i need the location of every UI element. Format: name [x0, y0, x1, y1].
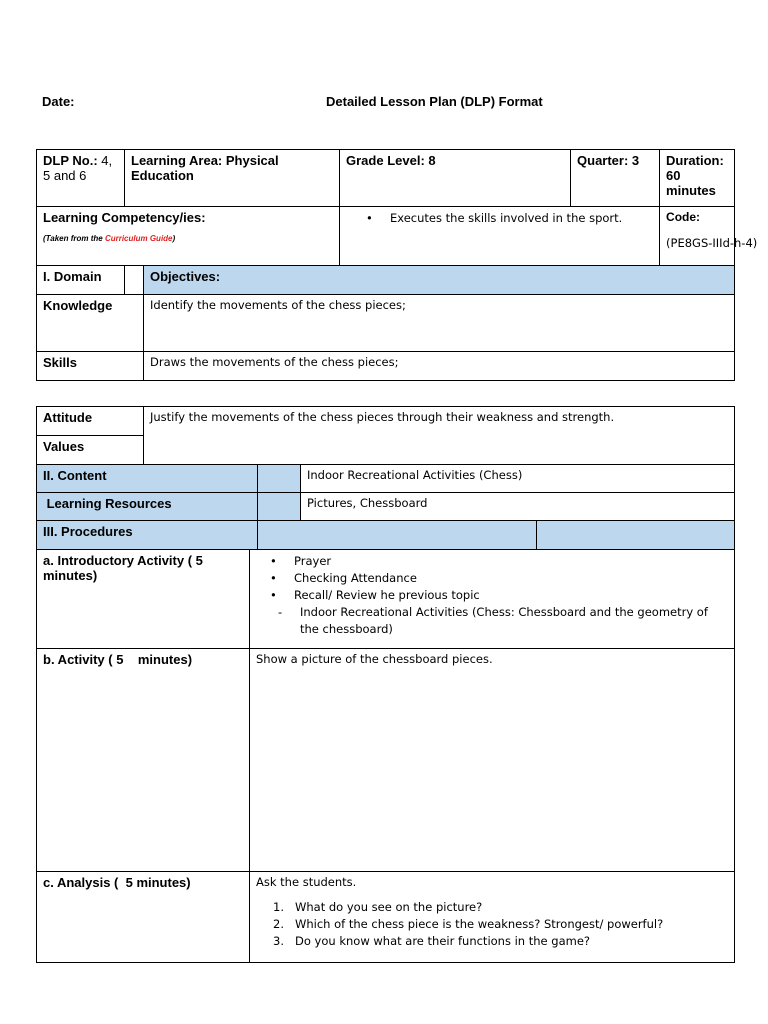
list-item: 1. What do you see on the picture?	[273, 900, 483, 914]
competency-cell	[37, 207, 340, 266]
empty-cell	[125, 266, 144, 295]
table-row	[37, 295, 735, 352]
table-row	[37, 207, 735, 266]
analysis-intro: Ask the students.	[256, 875, 357, 889]
resources-text: Pictures, Chessboard	[301, 493, 735, 521]
content-text: Indoor Recreational Activities (Chess)	[301, 465, 735, 493]
table-row	[37, 407, 735, 436]
competency-text-cell	[340, 207, 660, 266]
date-label: Date:	[42, 94, 75, 109]
empty-cell	[258, 521, 537, 550]
code-label: Code:	[666, 210, 701, 224]
intro-cell	[250, 550, 735, 649]
list-item: • Checking Attendance	[250, 570, 728, 587]
attitude-text: Justify the movements of the chess pieces through their weakness and strength.	[144, 407, 735, 465]
table-row	[37, 521, 735, 550]
competency-label: Learning Competency/ies:	[43, 210, 206, 225]
list-item: • Recall/ Review he previous topic	[250, 587, 728, 604]
table-row	[37, 649, 735, 872]
list-item: 2. Which of the chess piece is the weakness? Strongest/ powerful?	[273, 917, 664, 931]
code-cell	[660, 207, 758, 266]
duration-cell: Duration: 60 minutes	[660, 150, 735, 207]
learning-area-cell: Learning Area: Physical Education	[125, 150, 340, 207]
skills-text: Draws the movements of the chess pieces;	[144, 352, 735, 381]
table-row	[37, 150, 735, 207]
table-row	[37, 266, 735, 295]
table-row	[37, 493, 735, 521]
list-item: • Executes the skills involved in the sport.	[346, 210, 653, 227]
analysis-cell	[250, 872, 735, 963]
table-row	[37, 465, 735, 493]
knowledge-label: Knowledge	[37, 295, 144, 352]
lesson-header-table	[36, 149, 758, 381]
list-item: - Indoor Recreational Activities (Chess: Chessboard and the geometry of the chessboard)	[278, 605, 708, 636]
resources-label: Learning Resources	[37, 493, 258, 521]
intro-label: a. Introductory Activity ( 5 minutes)	[37, 550, 250, 649]
empty-cell	[258, 493, 301, 521]
domain-label: I. Domain	[37, 266, 125, 295]
page-title: Detailed Lesson Plan (DLP) Format	[326, 94, 543, 109]
list-item: • Prayer	[250, 553, 728, 570]
code-value: (PE8GS-IIId-h-4)	[666, 236, 758, 250]
table-row	[37, 872, 735, 963]
grade-level-cell: Grade Level: 8	[340, 150, 571, 207]
activity-text: Show a picture of the chessboard pieces.	[250, 649, 735, 872]
table-row	[37, 550, 735, 649]
values-label: Values	[37, 436, 144, 465]
procedures-label: III. Procedures	[37, 521, 258, 550]
objectives-label: Objectives:	[144, 266, 735, 295]
list-item: 3. Do you know what are their functions in the game?	[273, 934, 591, 948]
quarter-cell: Quarter: 3	[571, 150, 660, 207]
activity-label: b. Activity ( 5 minutes)	[37, 649, 250, 872]
skills-label: Skills	[37, 352, 144, 381]
attitude-label: Attitude	[37, 407, 144, 436]
knowledge-text: Identify the movements of the chess pieces;	[144, 295, 735, 352]
dlp-no-cell: DLP No.: 4, 5 and 6	[37, 150, 125, 207]
procedures-table	[36, 406, 735, 963]
analysis-label: c. Analysis ( 5 minutes)	[37, 872, 250, 963]
empty-cell	[258, 465, 301, 493]
content-label: II. Content	[37, 465, 258, 493]
empty-cell	[537, 521, 735, 550]
table-row	[37, 352, 735, 381]
taken-from-note: (Taken from the Curriculum Guide)	[43, 234, 176, 243]
